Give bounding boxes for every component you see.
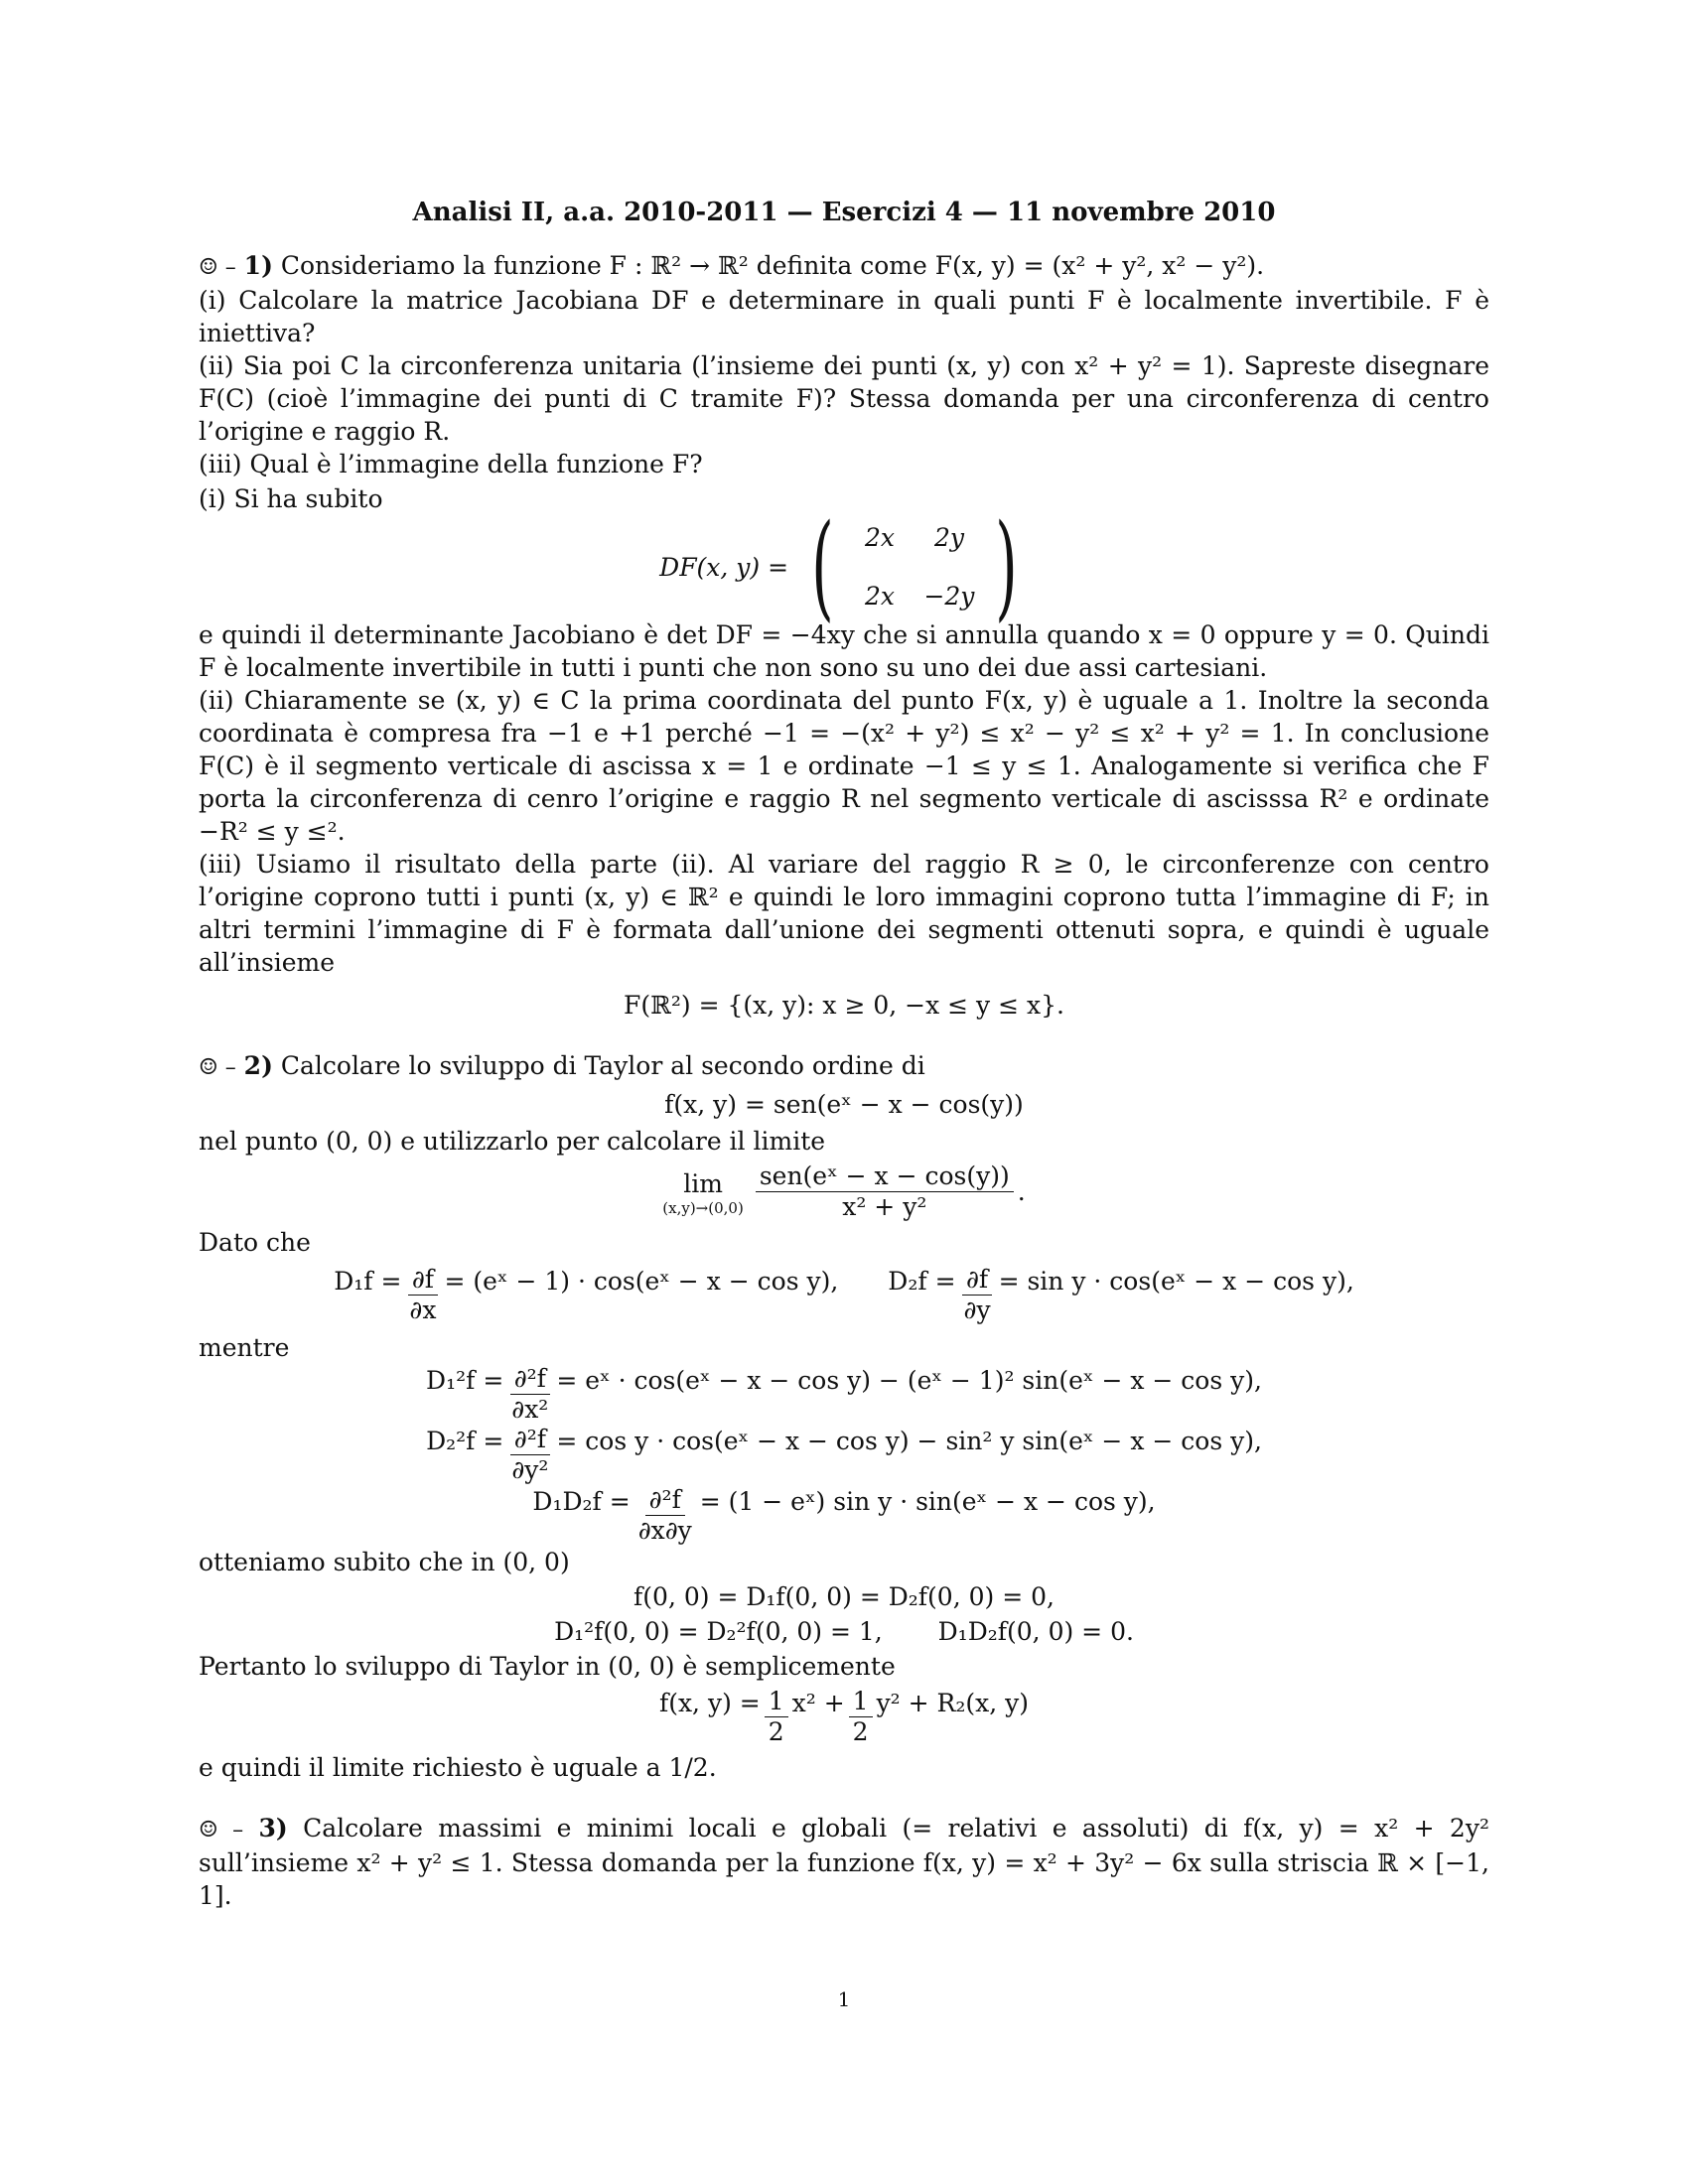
d2-fraction [960,1265,995,1325]
otteniamo-text: otteniamo subito che in (0, 0) [199,1548,570,1576]
h12-fraction [634,1485,696,1546]
h22-right: = cos y · cos(eˣ − x − cos y) − sin² y sin(eˣ − x − cos y), [556,1427,1262,1455]
dato-che-text: Dato che [199,1228,311,1257]
mentre-text: mentre [199,1333,290,1362]
h11-numerator: ∂²f [510,1364,550,1395]
exercise-1-question-ii: (ii) Sia poi C la circonferenza unitaria (l’insieme dei punti (x, y) con x² + y² = 1). Sapreste disegnare F(C) (cioè l’immagine dei punti di C tramite F)? Stessa domanda per una circonferenza di centro l’origine e raggio R. [199,351,1489,446]
exercise-2-conclusion: e quindi il limite richiesto è uguale a 1/2. [199,1753,717,1782]
d1-left: D₁f = [334,1267,402,1296]
half-fraction [849,1687,873,1747]
exercise-3-number: 3) [258,1814,288,1843]
h11-right: = eˣ · cos(eˣ − x − cos y) − (eˣ − 1)² sin(eˣ − x − cos y), [556,1366,1262,1395]
taylor-expansion [199,1687,1489,1747]
d2-right: = sin y · cos(eˣ − x − cos y), [998,1267,1354,1296]
matrix-entry: 2y [933,523,964,552]
values-at-origin-1: f(0, 0) = D₁f(0, 0) = D₂f(0, 0) = 0, [633,1582,1055,1611]
values-second-mixed: D₁D₂f(0, 0) = 0. [937,1617,1134,1646]
exercise-2-point-text: nel punto (0, 0) e utilizzarlo per calcolare il limite [199,1127,826,1156]
limit-denominator: x² + y² [842,1192,927,1221]
limit-operator [662,1167,744,1216]
h12-left: D₁D₂f = [532,1487,631,1516]
h22-numerator: ∂²f [510,1425,550,1455]
second-derivative-yy [199,1425,1489,1485]
page-number: 1 [837,1987,851,2011]
taylor-mid-1: x² + [791,1689,845,1717]
d2-denominator: ∂y [963,1296,991,1324]
taylor-mid-2: y² + R₂(x, y) [876,1689,1030,1717]
limit-fraction [756,1161,1014,1222]
pertanto-text: Pertanto lo sviluppo di Taylor in (0, 0) è semplicemente [199,1652,896,1681]
half-numerator: 1 [849,1687,873,1717]
matrix-entry: 2x [864,582,895,611]
jacobian-matrix-display [199,500,1489,633]
smiley-icon: ☺ – [199,1055,236,1080]
taylor-function: f(x, y) = sen(eˣ − x − cos(y)) [664,1090,1024,1119]
d1-fraction [405,1265,440,1325]
h12-numerator: ∂²f [645,1485,685,1516]
exercise-3-statement [199,1812,1489,1912]
document-page [199,197,1489,1912]
exercise-1-solution-i: e quindi il determinante Jacobiano è det DF = −4xy che si annulla quando x = 0 oppure y = 0. Quindi F è localmente invertibile in tutti i punti che non sono su uno dei due assi cartesiani. [199,620,1489,682]
document-title: Analisi II, a.a. 2010-2011 — Esercizi 4 — 11 novembre 2010 [412,198,1276,227]
limit-display: lim (x,y)→(0,0) $\frac{\text{sen(eˣ − x − cos(y))}}{\text{x² + y²}}$ . [662,1161,1026,1221]
d2-left: D₂f = [888,1267,956,1296]
first-derivatives [199,1265,1489,1325]
d1-denominator: ∂x [409,1296,437,1324]
h12-right: = (1 − eˣ) sin y · sin(eˣ − x − cos y), [699,1487,1156,1516]
limit-numerator: sen(eˣ − x − cos(y)) [756,1161,1014,1192]
h11-fraction [507,1364,552,1425]
h11-left: D₁²f = [426,1366,504,1395]
smiley-icon: ☺ – [199,1818,244,1843]
right-paren: ) [995,500,1018,633]
exercise-1-solution-iii: (iii) Usiamo il risultato della parte (ii). Al variare del raggio R ≥ 0, le circonferenze con centro l’origine coprono tutti i punti (x, y) ∈ ℝ² e quindi le loro immagini coprono tutta l’immagine di F; in altri termini l’immagine di F è formata dall’unione dei segmenti ottenuti sopra, e quindi è uguale all’insieme [199,850,1489,977]
matrix-entry: 2x [864,523,895,552]
exercise-1-statement [199,249,1489,284]
half-numerator: 1 [765,1687,788,1717]
h22-denominator: ∂y² [511,1455,549,1484]
exercise-1-text: Consideriamo la funzione F : ℝ² → ℝ² definita come F(x, y) = (x² + y², x² − y²). [280,251,1265,280]
smiley-icon: ☺ – [199,255,236,280]
jacobian-matrix [800,500,1029,633]
limit-word: lim [683,1169,723,1198]
half-fraction [765,1687,788,1747]
matrix-entries [845,521,984,613]
exercise-1-number: 1) [243,251,273,280]
limit-subscript: (x,y)→(0,0) [662,1199,744,1217]
exercise-1-question-i: (i) Calcolare la matrice Jacobiana DF e determinare in quali punti F è localmente invertibile. F è iniettiva? [199,286,1489,347]
exercise-1-solution-ii: (ii) Chiaramente se (x, y) ∈ C la prima coordinata del punto F(x, y) è uguale a 1. Inoltre la seconda coordinata è compresa fra −1 e +1 perché −1 = −(x² + y²) ≤ x² − y² ≤ x² + y² = 1. In conclusione F(C) è il segmento verticale di ascissa x = 1 e ordinate −1 ≤ y ≤ 1. Analogamente si verifica che F porta la circonferenza di cenro l’origine e raggio R nel segmento verticale di ascisssa R² e ordinate −R² ≤ y ≤². [199,686,1489,846]
exercise-1-solution-intro: (i) Si ha subito [199,484,383,513]
exercise-2-text: Calcolare lo sviluppo di Taylor al secondo ordine di [280,1051,925,1080]
h12-denominator: ∂x∂y [637,1516,692,1545]
d2-numerator: ∂f [962,1265,992,1296]
second-derivative-xy [199,1485,1489,1546]
exercise-1-question-iii: (iii) Qual è l’immagine della funzione F? [199,450,703,478]
matrix-entry: −2y [923,582,975,611]
jacobian-label: DF(x, y) = [659,552,789,582]
values-at-origin-2 [199,1615,1489,1648]
d1-right: = (eˣ − 1) · cos(eˣ − x − cos y), [444,1267,839,1296]
exercise-2-number: 2) [243,1051,273,1080]
left-paren: ( [811,500,834,633]
second-derivative-xx [199,1364,1489,1425]
half-denominator: 2 [852,1717,869,1746]
d1-numerator: ∂f [408,1265,438,1296]
h22-left: D₂²f = [426,1427,504,1455]
half-denominator: 2 [768,1717,784,1746]
exercise-3-text: Calcolare massimi e minimi locali e globali (= relativi e assoluti) di f(x, y) = x² + 2y² sull’insieme x² + y² ≤ 1. Stessa domanda per la funzione f(x, y) = x² + 3y² − 6x sulla striscia ℝ × [−1, 1]. [199,1814,1489,1910]
taylor-left: f(x, y) = [658,1689,761,1717]
exercise-2-statement [199,1049,1489,1084]
h22-fraction [507,1425,552,1485]
h11-denominator: ∂x² [511,1395,549,1424]
image-set-formula: F(ℝ²) = {(x, y): x ≥ 0, −x ≤ y ≤ x}. [624,991,1064,1020]
values-second-pure: D₁²f(0, 0) = D₂²f(0, 0) = 1, [554,1617,883,1646]
